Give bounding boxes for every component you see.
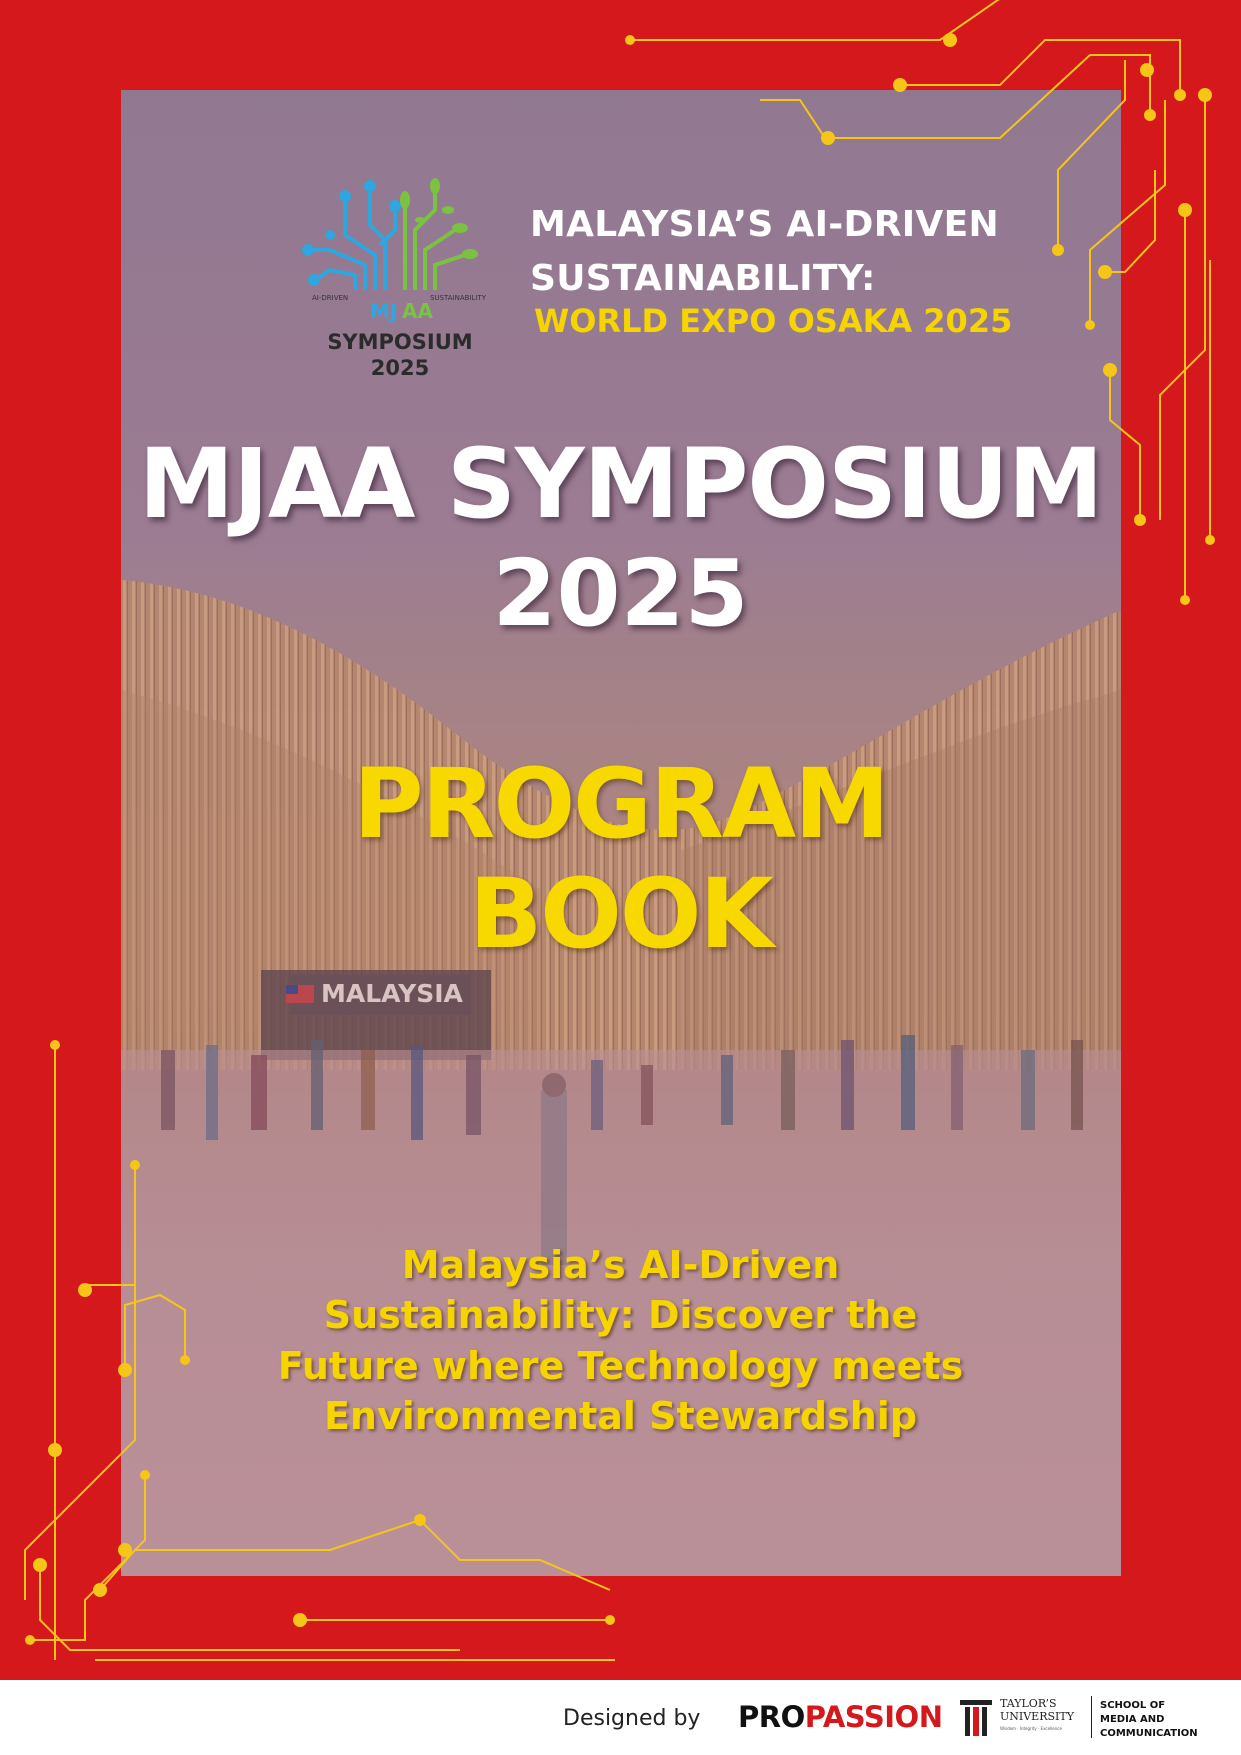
header-line-2: SUSTAINABILITY: [530,258,876,299]
logo-mj: MJ [370,299,398,323]
propassion-logo-passion: PASSION [804,1700,943,1734]
footer-divider [1091,1696,1092,1738]
program-book-line-1: PROGRAM [353,748,888,860]
header-line-3: WORLD EXPO OSAKA 2025 [534,302,1013,340]
propassion-logo [738,1700,942,1734]
taylors-university-motto: Wisdom · Integrity · Excellence [1000,1726,1062,1731]
logo-aa: AA [402,299,433,323]
taylors-university-name-line-1: TAYLOR’S [1000,1697,1057,1710]
logo-right-label: SUSTAINABILITY [430,294,487,302]
tagline-line-3: Future where Technology meets [277,1344,964,1388]
main-title-line-2: 2025 [492,540,749,647]
logo-symposium-word: SYMPOSIUM [327,330,473,354]
logo-left-label: AI-DRIVEN [312,294,349,302]
malaysia-sign: MALAYSIA [321,979,463,1008]
tagline-line-4: Environmental Stewardship [323,1394,918,1438]
program-book-line-2: BOOK [469,858,772,970]
logo-blue-circuit [312,190,395,290]
header-line-1: MALAYSIA’S AI-DRIVEN [530,204,999,245]
tagline-line-1: Malaysia’s AI-Driven [401,1243,840,1287]
school-name-line-2: MEDIA AND [1100,1714,1165,1725]
tagline-line-2: Sustainability: Discover the [323,1293,918,1337]
school-name-line-1: SCHOOL OF [1100,1700,1166,1711]
main-title-line-1: MJAA SYMPOSIUM [138,428,1103,540]
designed-by-label: Designed by [563,1706,701,1731]
logo-green-leaves [400,178,478,259]
logo-green-branches [405,190,465,290]
propassion-logo-pro: PRO [738,1700,805,1734]
school-name-line-3: COMMUNICATION [1100,1728,1198,1739]
logo-year: 2025 [370,356,430,380]
taylors-university-icon [958,1698,994,1738]
taylors-university-name-line-2: UNIVERSITY [1000,1710,1074,1723]
